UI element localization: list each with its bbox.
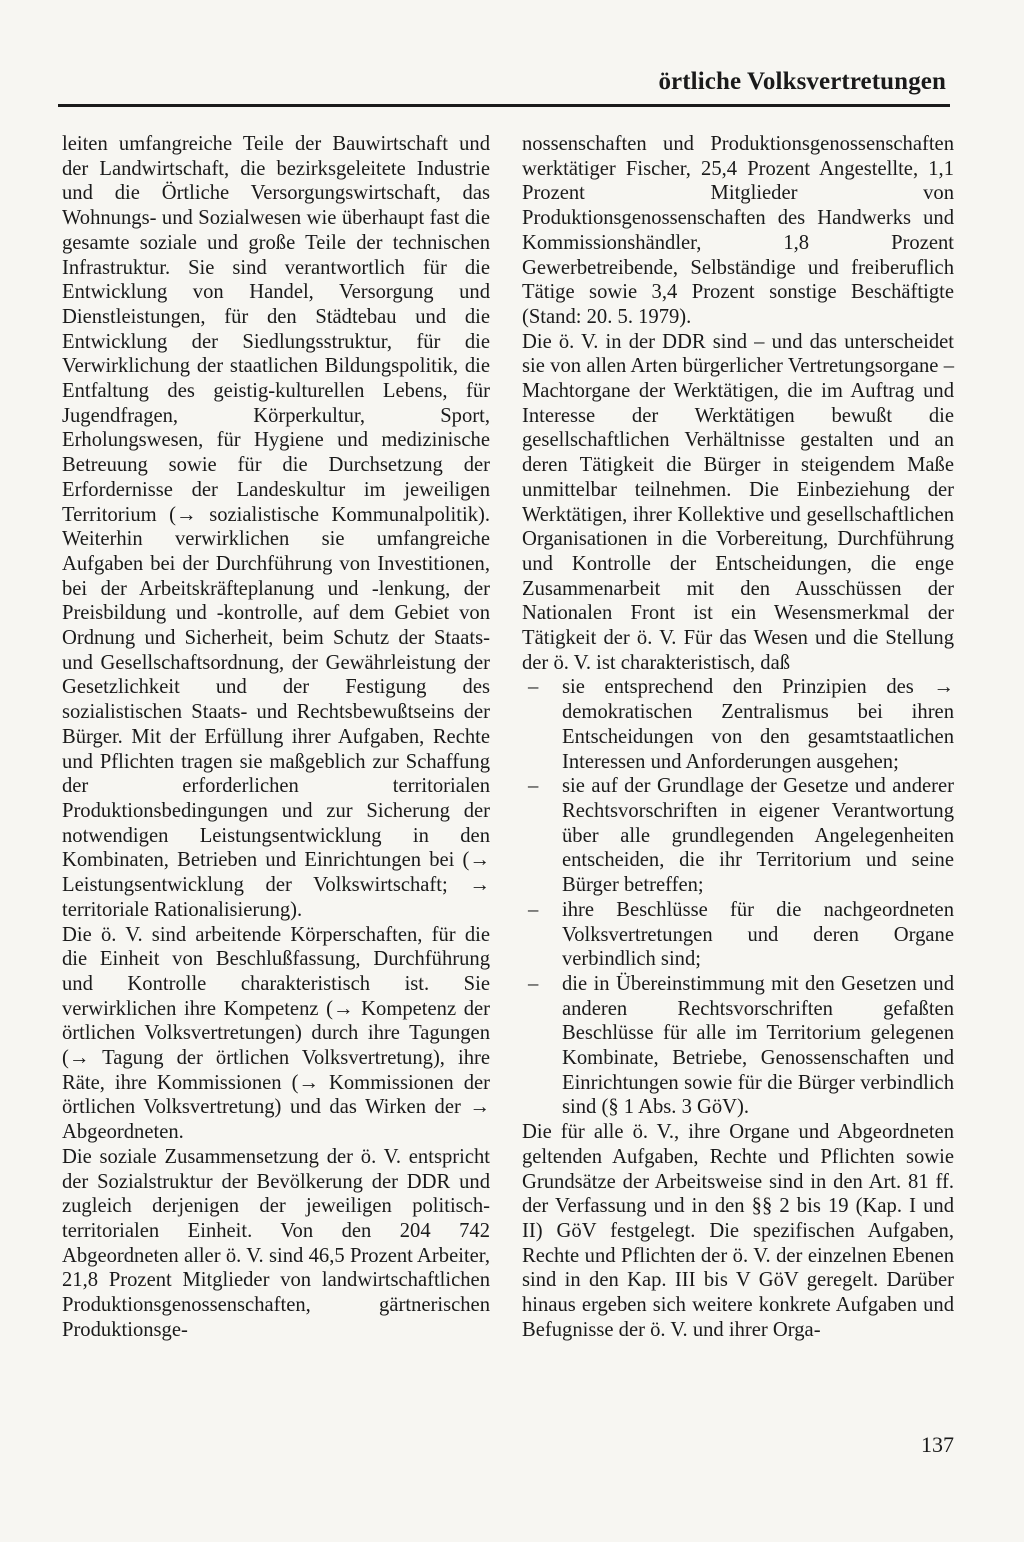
header-rule bbox=[58, 104, 950, 107]
left-paragraph-3: Die soziale Zusammensetzung der ö. V. entspricht der Sozialstruktur der Bevölkerung der DDR und zugleich derjenigen der jeweiligen politisch-territorialen Einheit. Von den 204 742 Abgeordneten aller ö. V. sind 46,5 Prozent Arbeiter, 21,8 Prozent Mitglieder von landwirtschaftlichen Produktionsgenossenschaften, gärtnerischen Produktionsge- bbox=[62, 1145, 490, 1341]
list-item: – sie auf der Grundlage der Gesetze und anderer Rechtsvorschriften in eigener Verantwortung über alle grundlegenden Angelegenheiten entscheiden, die ihr Territorium und seine Bürger betreffen; bbox=[522, 774, 954, 898]
page-number: 137 bbox=[921, 1432, 954, 1457]
right-paragraph-2: Die ö. V. in der DDR sind – und das unterscheidet sie von allen Arten bürgerlicher Vertretungsorgane – Machtorgane der Werktätigen, die im Auftrag und Interesse der Werktätigen bewußt die gesellschaftlichen Verhältnisse gestalten und an deren Tätigkeit die Bürger in steigendem Maße unmittelbar teilnehmen. Die Einbeziehung der Werktätigen, ihrer Kollektive und gesellschaftlichen Organisationen in die Vorbereitung, Durchführung und Kontrolle der Entscheidungen, die enge Zusammenarbeit mit den Ausschüssen der Nationalen Front ist ein Wesensmerkmal der Tätigkeit der ö. V. Für das Wesen und die Stellung der ö. V. ist charakteristisch, daß bbox=[522, 330, 954, 674]
right-paragraph-3: Die für alle ö. V., ihre Organe und Abgeordneten geltenden Aufgaben, Rechte und Pflichten sowie Grundsätze der Arbeitsweise sind in den Art. 81 ff. der Verfassung und in den §§ 2 bis 19 (Kap. I und II) GöV festgelegt. Die spezifischen Aufgaben, Rechte und Pflichten der ö. V. der einzelnen Ebenen sind in den Kap. III bis V GöV geregelt. Darüber hinaus ergeben sich weitere konkrete Aufgaben und Befugnisse der ö. V. und ihrer Orga- bbox=[522, 1121, 954, 1341]
left-paragraph-1: leiten umfangreiche Teile der Bauwirtschaft und der Landwirtschaft, die bezirksgeleitete Industrie und die Örtliche Versorgungswirtschaft, das Wohnungs- und Sozialwesen wie überhaupt fast die gesamte soziale und große Teile der technischen Infrastruktur. Sie sind verantwortlich für die Entwicklung von Handel, Versorgung und Dienstleistungen, für den Städtebau und die Entwicklung der Siedlungsstruktur, für die Verwirklichung der staatlichen Bildungspolitik, die Entfaltung des geistig-kulturellen Lebens, für Jugendfragen, Körperkultur, Sport, Erholungswesen, für Hygiene und medizinische Betreuung sowie für die Durchsetzung der Erfordernisse der Landeskultur im jeweiligen Territorium (→ sozialistische Kommunalpolitik). Weiterhin verwirklichen sie umfangreiche Aufgaben bei der Durchführung von Investitionen, bei der Arbeitskräfteplanung und -lenkung, der Preisbildung und -kontrolle, auf dem Gebiet von Ordnung und Sicherheit, beim Schutz der Staats- und Gesellschaftsordnung, der Gewährleistung der Gesetzlichkeit und der Festigung des sozialistischen Staats- und Rechtsbewußtseins der Bürger. Mit der Erfüllung ihrer Aufgaben, Rechte und Pflichten tragen sie maßgeblich zur Schaffung der erforderlichen territorialen Produktionsbedingungen und zur Sicherung der notwendigen Leistungsentwicklung in den Kombinaten, Betrieben und Einrichtungen bei (→ Leistungsentwicklung der Volkswirtschaft; → territoriale Rationalisierung). bbox=[62, 133, 490, 921]
right-column bbox=[522, 132, 954, 1342]
characteristics-list bbox=[522, 675, 954, 1120]
left-paragraph-2: Die ö. V. sind arbeitende Körperschaften, für die die Einheit von Beschlußfassung, Durchführung und Kontrolle charakteristisch ist. Sie verwirklichen ihre Kompetenz (→ Kompetenz der örtlichen Volksvertretungen) durch ihre Tagungen (→ Tagung der örtlichen Volksvertretung), ihre Räte, ihre Kommissionen (→ Kommissionen der örtlichen Volksvertretung) und das Wirken der → Abgeordneten. bbox=[62, 923, 490, 1144]
list-item: – sie entsprechend den Prinzipien des → demokratischen Zentralismus bei ihren Entscheidungen von den gesamtstaatlichen Interessen und Anforderungen ausgehen; bbox=[522, 675, 954, 774]
right-paragraph-1: nossenschaften und Produktionsgenossenschaften werktätiger Fischer, 25,4 Prozent Angestellte, 1,1 Prozent Mitglieder von Produktionsgenossenschaften des Handwerks und Kommissionshändler, 1,8 Prozent Gewerbetreibende, Selbständige und freiberuflich Tätige sowie 3,4 Prozent sonstige Beschäftigte (Stand: 20. 5. 1979). bbox=[522, 133, 954, 328]
list-item: – ihre Beschlüsse für die nachgeordneten Volksvertretungen und deren Organe verbindlich sind; bbox=[522, 898, 954, 972]
left-column bbox=[62, 132, 490, 1342]
list-item: – die in Übereinstimmung mit den Gesetzen und anderen Rechtsvorschriften gefaßten Beschlüsse für alle im Territorium gelegenen Kombinate, Betriebe, Genossenschaften und Einrichtungen sowie für die Bürger verbindlich sind (§ 1 Abs. 3 GöV). bbox=[522, 972, 954, 1120]
running-header-title: örtliche Volksvertretungen bbox=[658, 68, 946, 95]
